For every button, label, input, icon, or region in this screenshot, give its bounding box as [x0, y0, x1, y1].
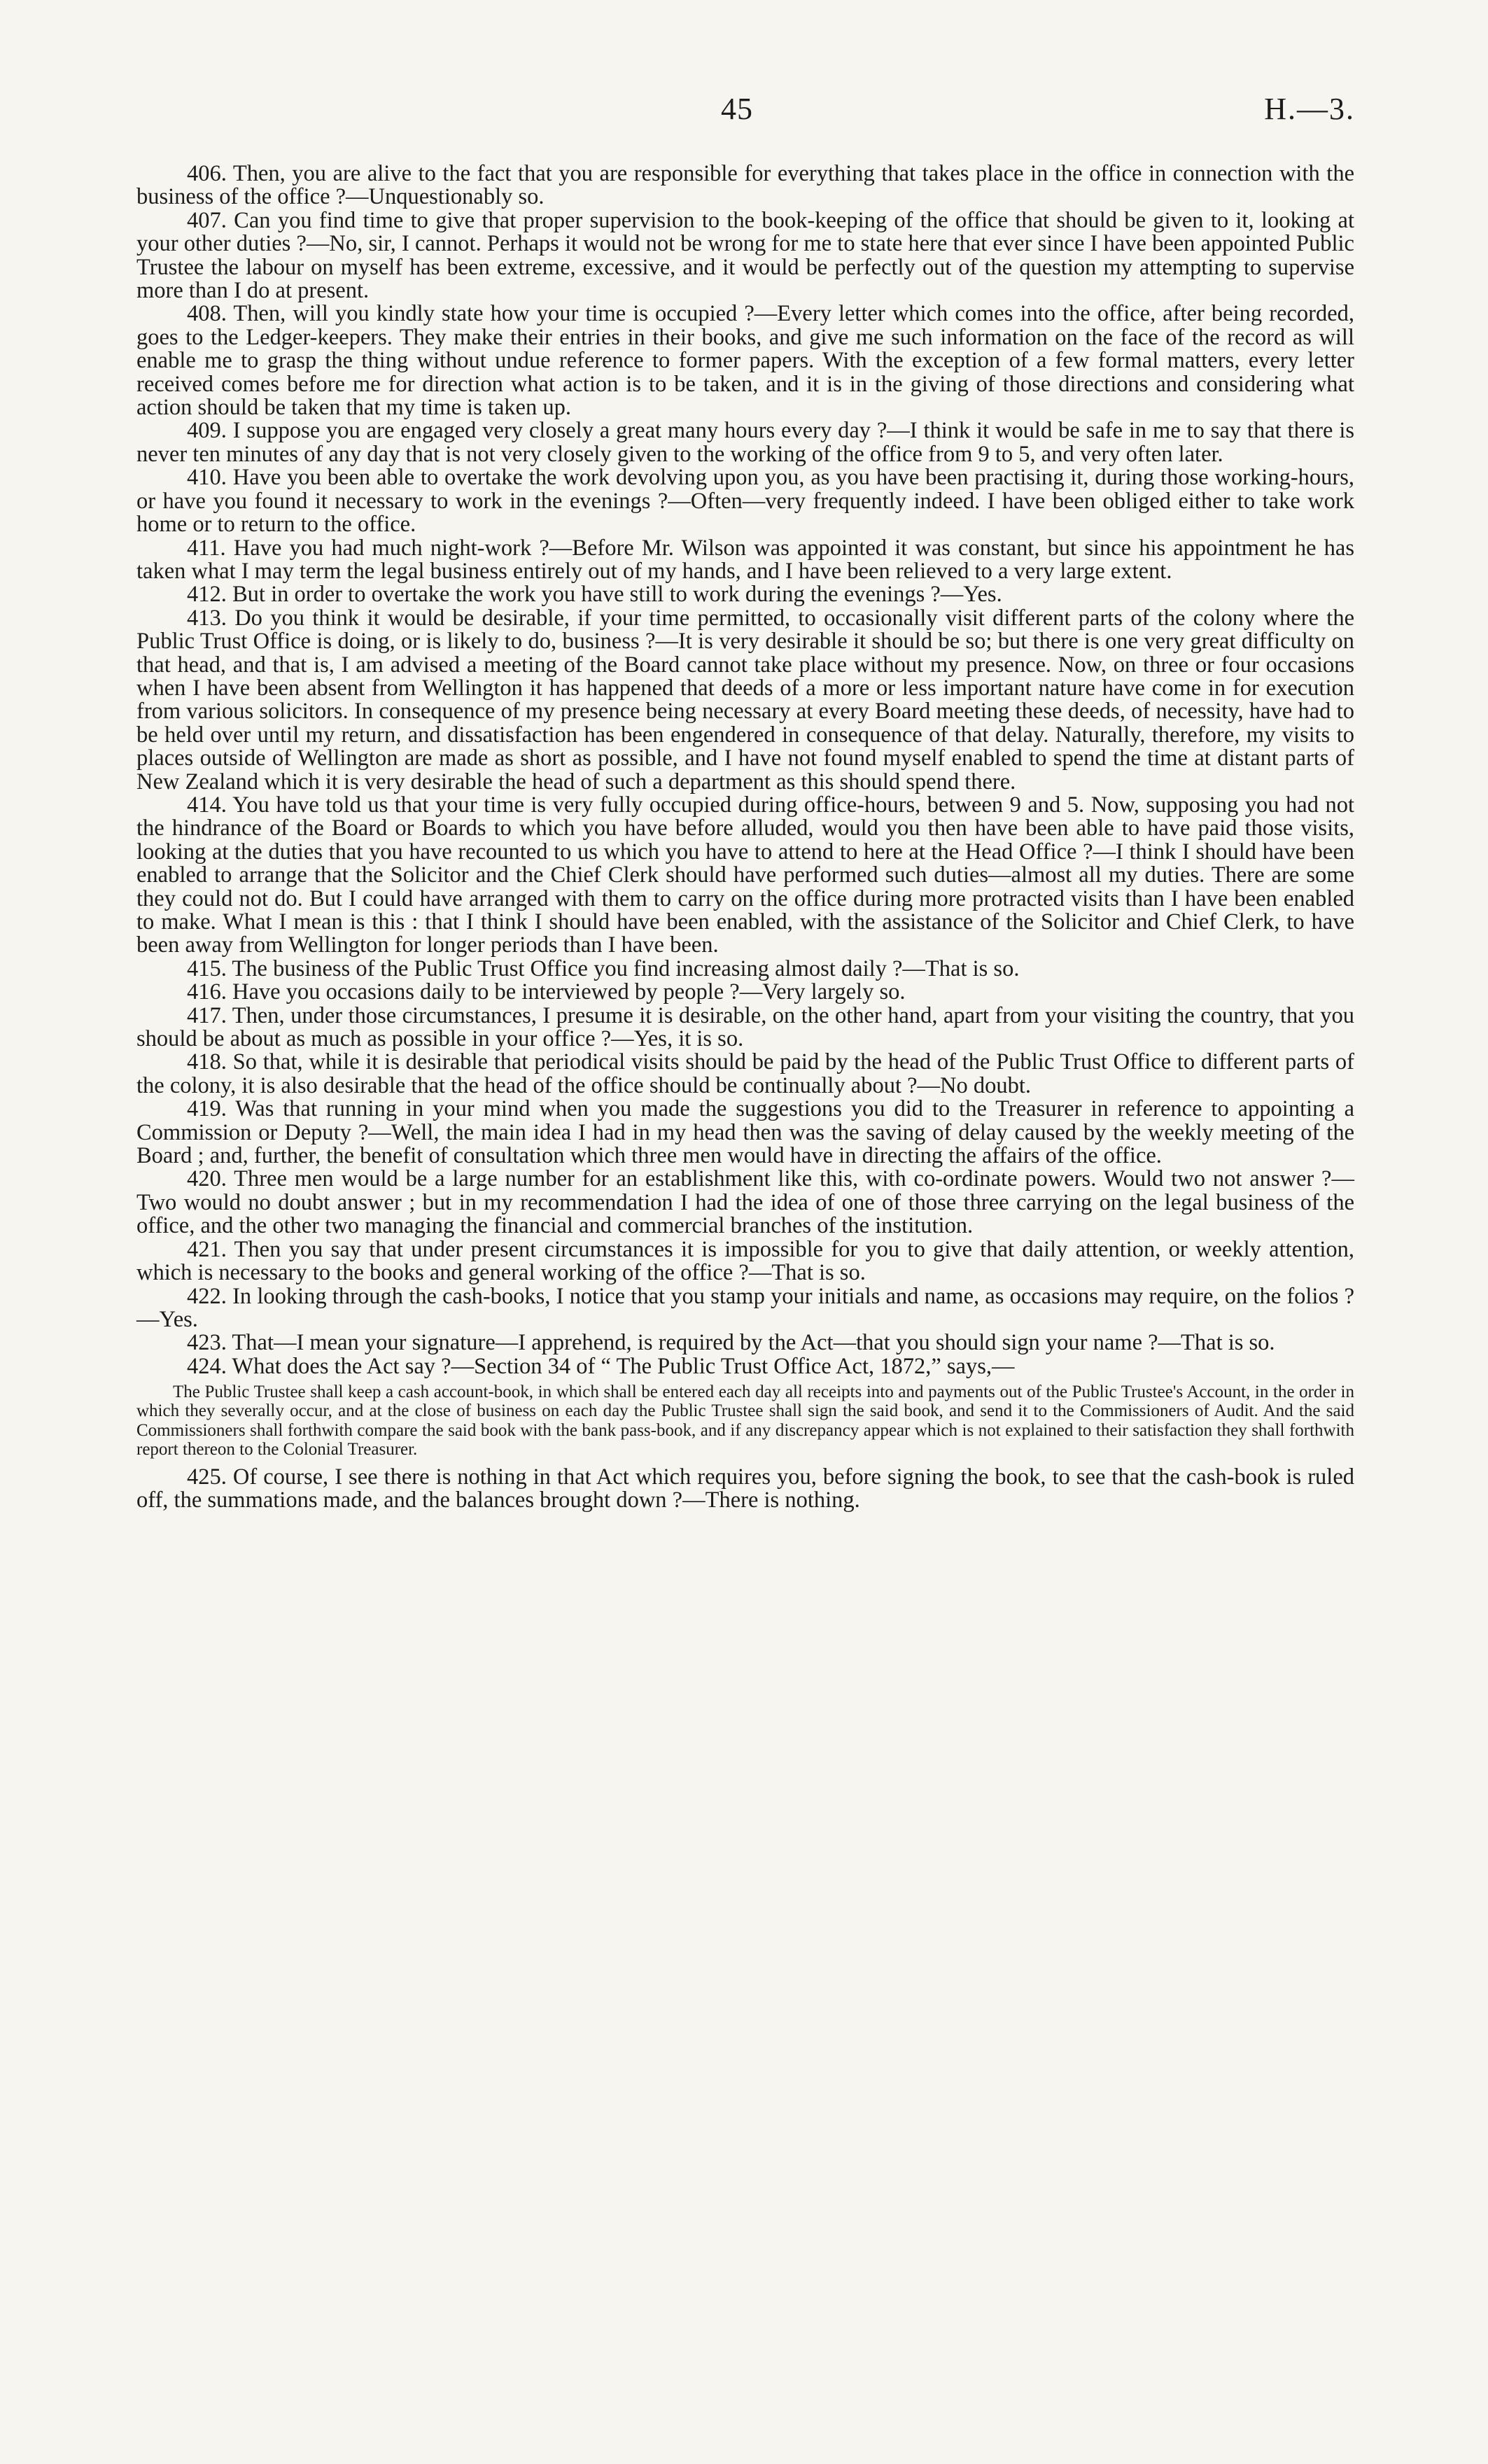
- paragraph-413: 413. Do you think it would be desirable, if your time permitted, to occasionally visit different parts of the colony where the Public Trust Office is doing, or is likely to do, business ?—It is very desirable it should be so; but there is one very great difficulty on that head, and that is, I am advised a meeting of the Board cannot take place without my presence. Now, on three or four occasions when I have been absent from Wellington it has happened that deeds of a more or less important nature have come in for execution from various solicitors. In consequence of my presence being necessary at every Board meeting these deeds, of necessity, have had to be held over until my return, and dissatisfaction has been engendered in consequence of that delay. Naturally, therefore, my visits to places outside of Wellington are made as short as possible, and I have not found myself enabled to spend the time at distant parts of New Zealand which it is very desirable the head of such a department as this should spend there.: [136, 605, 1354, 794]
- paragraph-412: 412. But in order to overtake the work you have still to work during the evenings ?—Yes.: [187, 582, 1002, 608]
- document-reference: H.—3.: [1264, 92, 1355, 126]
- page-body: [136, 162, 1354, 1513]
- paragraph-421: 421. Then you say that under present circumstances it is impossible for you to give that daily attention, or weekly attention, which is necessary to the books and general working of the office ?—That is so.: [136, 1236, 1354, 1286]
- paragraph-410: 410. Have you been able to overtake the work devolving upon you, as you have been practising it, during those working-hours, or have you found it necessary to work in the evenings ?—Often—very frequently indeed. I have been obliged either to take work home or to return to the office.: [136, 465, 1354, 538]
- paragraph-407: 407. Can you find time to give that proper supervision to the book-keeping of the office that should be given to it, looking at your other duties ?—No, sir, I cannot. Perhaps it would not be wrong for me to state here that ever since I have been appointed Public Trustee the labour on myself has been extreme, excessive, and it would be perfectly out of the question my attempting to supervise more than I do at present.: [136, 207, 1354, 304]
- paragraph-419: 419. Was that running in your mind when you made the suggestions you did to the Treasurer in reference to appointing a Commission or Deputy ?—Well, the main idea I had in my head then was the saving of delay caused by the weekly meeting of the Board ; and, further, the benefit of consultation which three men would have in directing the affairs of the office.: [136, 1096, 1354, 1169]
- act-quotation: The Public Trustee shall keep a cash account-book, in which shall be entered each day all receipts into and payments out of the Public Trustee's Account, in the order in which they severally occur, and at the close of business on each day the Public Trustee shall sign the said book, and send it to the Commissioners of Audit. And the said Commissioners shall forthwith compare the said book with the bank pass-book, and if any discrepancy appear which is not explained to their satisfaction they shall forthwith report thereon to the Colonial Treasurer.: [136, 1382, 1354, 1459]
- paragraph-414: 414. You have told us that your time is very fully occupied during office-hours, between 9 and 5. Now, supposing you had not the hindrance of the Board or Boards to which you have before alluded, would you then have been able to have paid those visits, looking at the duties that you have recounted to us which you have to attend to here at the Head Office ?—I think I should have been enabled to arrange that the Solicitor and the Chief Clerk should have performed such duties—almost all my duties. There are some they could not do. But I could have arranged with them to carry on the office during more protracted visits than I have been enabled to make. What I mean is this : that I think I should have been enabled, with the assistance of the Solicitor and Chief Clerk, to have been away from Wellington for longer periods than I have been.: [136, 792, 1354, 958]
- paragraph-408: 408. Then, will you kindly state how your time is occupied ?—Every letter which comes into the office, after being recorded, goes to the Ledger-keepers. They make their entries in their books, and give me such information on the face of the record as will enable me to grasp the thing without undue reference to former papers. With the exception of a few formal matters, every letter received comes before me for direction what action is to be taken, and it is in the giving of those directions and considering what action should be taken that my time is taken up.: [136, 301, 1354, 421]
- paragraph-422: 422. In looking through the cash-books, I notice that you stamp your initials and name, as occasions may require, on the folios ?—Yes.: [136, 1283, 1354, 1332]
- page-number: 45: [721, 92, 753, 126]
- paragraph-409: 409. I suppose you are engaged very closely a great many hours every day ?—I think it would be safe in me to say that there is never ten minutes of any day that is not very closely given to the working of the office from 9 to 5, and very often later.: [136, 418, 1354, 467]
- paragraph-411: 411. Have you had much night-work ?—Before Mr. Wilson was appointed it was constant, but since his appointment he has taken what I may term the legal business entirely out of my hands, and I have been relieved to a very large extent.: [136, 535, 1354, 584]
- paragraph-424: 424. What does the Act say ?—Section 34 of “ The Public Trust Office Act, 1872,” says,—: [187, 1353, 1015, 1379]
- paragraph-418: 418. So that, while it is desirable that periodical visits should be paid by the head of the Public Trust Office to different parts of the colony, it is also desirable that the head of the office should be continually about ?—No doubt.: [136, 1049, 1354, 1098]
- page-header: [0, 91, 1488, 140]
- paragraph-415: 415. The business of the Public Trust Office you find increasing almost daily ?—That is so.: [187, 955, 1020, 981]
- paragraph-420: 420. Three men would be a large number for an establishment like this, with co-ordinate powers. Would two not answer ?—Two would no doubt answer ; but in my recommendation I had the idea of one of those three carrying on the legal business of the office, and the other two managing the financial and commercial branches of the institution.: [136, 1166, 1354, 1239]
- paragraph-417: 417. Then, under those circumstances, I presume it is desirable, on the other hand, apart from your visiting the country, that you should be about as much as possible in your office ?—Yes, it is so.: [136, 1002, 1354, 1052]
- paragraph-423: 423. That—I mean your signature—I apprehend, is required by the Act—that you should sign your name ?—That is so.: [187, 1330, 1275, 1356]
- paragraph-406: 406. Then, you are alive to the fact that you are responsible for everything that takes place in the office in connection with the business of the office ?—Unquestionably so.: [136, 161, 1354, 210]
- paragraph-416: 416. Have you occasions daily to be interviewed by people ?—Very largely so.: [187, 979, 906, 1005]
- paragraph-425: 425. Of course, I see there is nothing in that Act which requires you, before signing the book, to see that the cash-book is ruled off, the summations made, and the balances brought down ?—There is nothing.: [136, 1464, 1354, 1513]
